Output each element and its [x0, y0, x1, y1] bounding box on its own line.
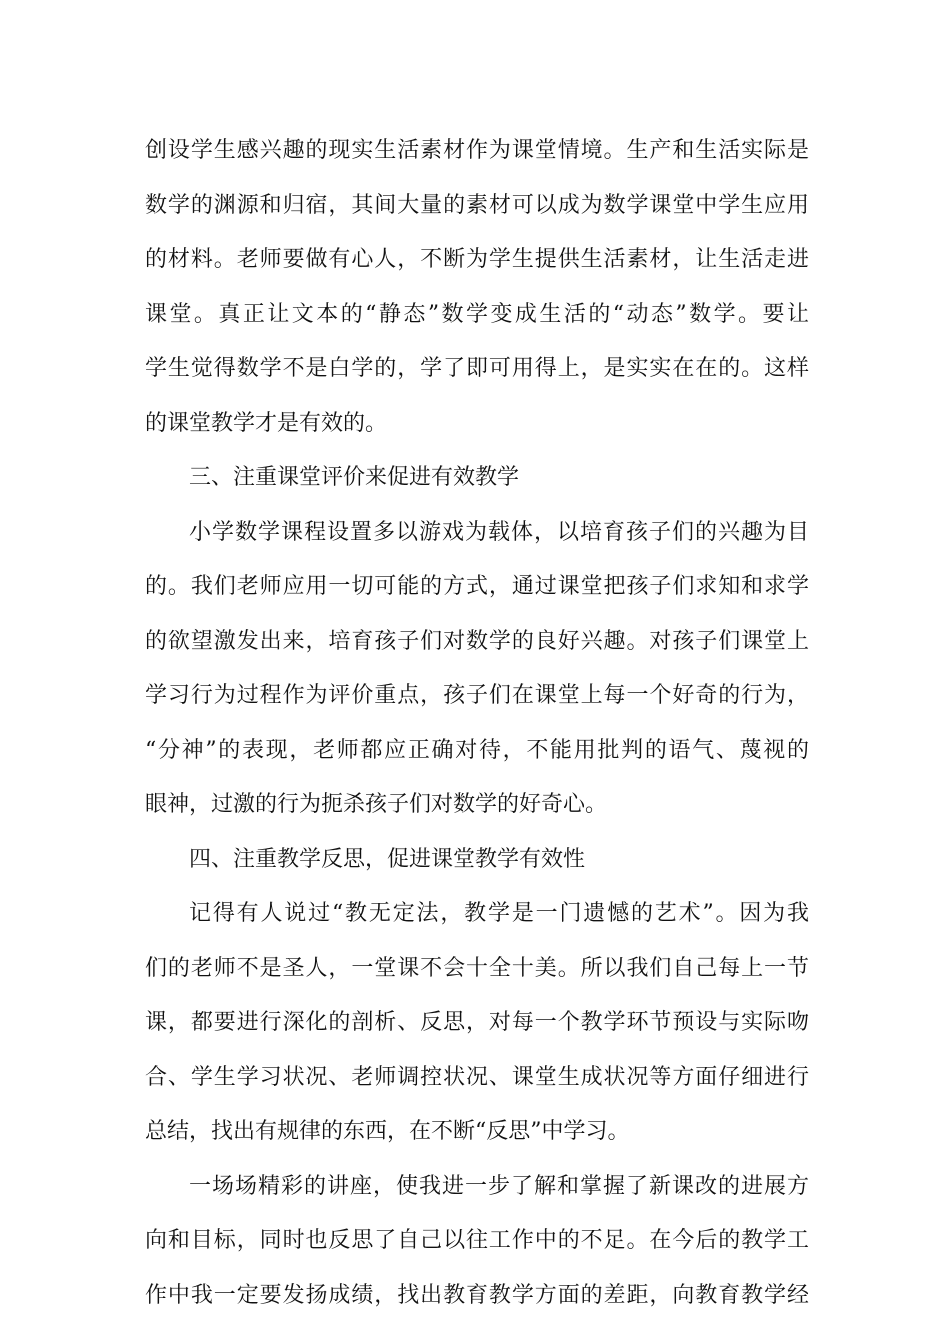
- document-body: [145, 124, 809, 1323]
- text-line: 一场场精彩的讲座，使我进一步了解和掌握了新课改的进展方: [189, 1173, 809, 1199]
- text-line: 们的老师不是圣人，一堂课不会十全十美。所以我们自己每上一节: [145, 955, 809, 981]
- text-line: 数学的渊源和归宿，其间大量的素材可以成为数学课堂中学生应用: [145, 192, 809, 218]
- text-line: 合、学生学习状况、老师调控状况、课堂生成状况等方面仔细进行: [145, 1064, 809, 1090]
- text-line: 眼神，过激的行为扼杀孩子们对数学的好奇心。: [145, 792, 608, 817]
- text-line: 作中我一定要发扬成绩，找出教育教学方面的差距，向教育教学经: [145, 1282, 809, 1308]
- text-line: 的材料。老师要做有心人，不断为学生提供生活素材，让生活走进: [145, 247, 809, 272]
- text-line: “分神”的表现，老师都应正确对待，不能用批判的语气、蔑视的: [145, 737, 809, 763]
- text-line: 学生觉得数学不是白学的，学了即可用得上，是实实在在的。这样: [145, 356, 809, 381]
- text-line: 记得有人说过“教无定法，教学是一门遗憾的艺术”。因为我: [189, 901, 809, 926]
- text-line: 小学数学课程设置多以游戏为载体，以培育孩子们的兴趣为目: [189, 519, 809, 545]
- text-line: 总结，找出有规律的东西，在不断“反思”中学习。: [145, 1119, 630, 1144]
- text-line: 的欲望激发出来，培育孩子们对数学的良好兴趣。对孩子们课堂上: [145, 628, 809, 654]
- text-line: 的。我们老师应用一切可能的方式，通过课堂把孩子们求知和求学: [145, 574, 809, 599]
- text-line: 三、注重课堂评价来促进有效教学: [189, 465, 520, 490]
- text-line: 的课堂教学才是有效的。: [145, 410, 388, 436]
- text-line: 向和目标，同时也反思了自己以往工作中的不足。在今后的教学工: [145, 1228, 809, 1253]
- text-line: 学习行为过程作为评价重点，孩子们在课堂上每一个好奇的行为，: [145, 683, 809, 708]
- text-line: 四、注重教学反思，促进课堂教学有效性: [189, 846, 586, 872]
- text-line: 创设学生感兴趣的现实生活素材作为课堂情境。生产和生活实际是: [145, 138, 809, 163]
- text-line: 课，都要进行深化的剖析、反思，对每一个教学环节预设与实际吻: [145, 1010, 809, 1035]
- text-line: 课堂。真正让文本的“静态”数学变成生活的“动态”数学。要让: [145, 301, 809, 327]
